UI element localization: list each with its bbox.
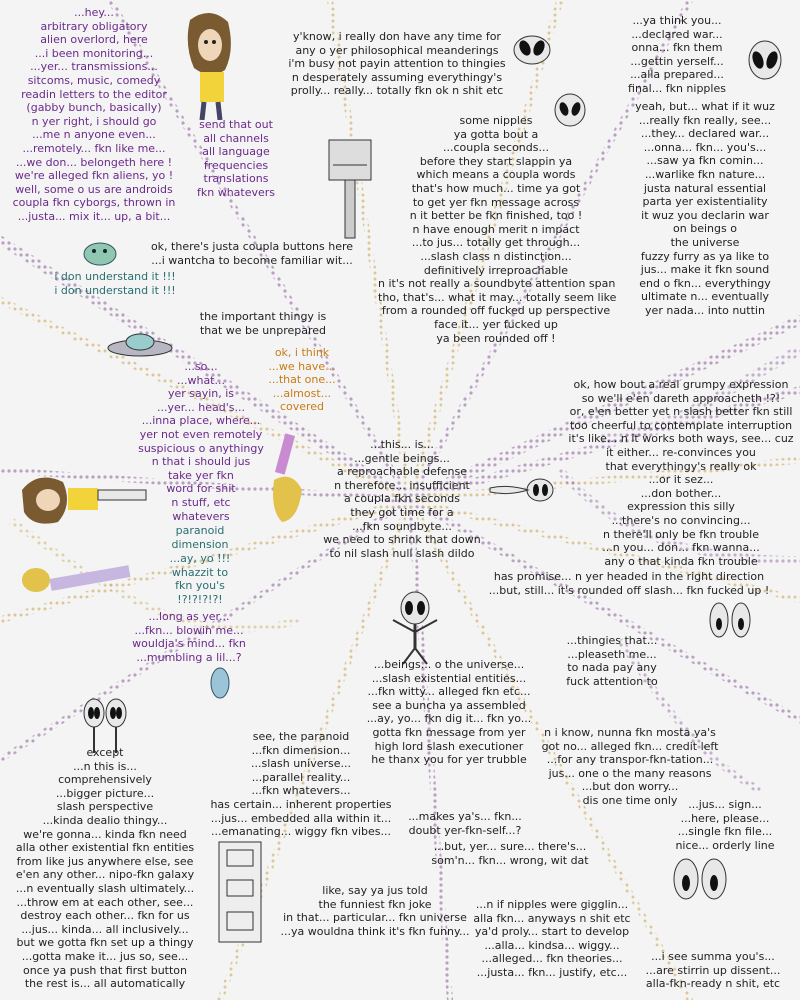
- text-line: the funniest fkn joke: [318, 897, 432, 911]
- text-line: to nil slash null slash dildo: [329, 546, 475, 560]
- text-block-thingies: [556, 634, 668, 688]
- text-line: i don understand it !!!: [54, 283, 176, 297]
- text-line: ...fkn dimension...: [251, 743, 351, 757]
- text-line: i don understand it !!!: [54, 270, 176, 283]
- text-line: ...warlike fkn nature...: [644, 167, 766, 181]
- text-line: they got time for a: [350, 505, 454, 519]
- text-line: fkn whatevers: [196, 185, 276, 199]
- text-line: ...really fkn really, see...: [638, 113, 772, 127]
- text-line: ...justa... fkn... justify, etc...: [476, 965, 628, 979]
- text-line: ...but, yer... sure... there's...: [433, 840, 587, 853]
- text-line: in that... particular... fkn universe: [283, 911, 467, 925]
- text-line: ...bigger picture...: [55, 786, 155, 800]
- text-line: onna... fkn them: [631, 41, 723, 55]
- text-line: alla-fkn-ready n shit, etc: [645, 977, 781, 991]
- text-line: alla fkn... anyways n shit etc: [473, 911, 631, 925]
- text-line: ...makes ya's... fkn...: [408, 810, 522, 823]
- text-line: ...jus... kinda... all inclusively...: [21, 922, 189, 936]
- text-line: expression this silly: [627, 500, 735, 514]
- text-line: high lord slash executioner: [374, 739, 524, 753]
- text-line: ...justa... mix it... up, a bit...: [17, 209, 171, 223]
- text-line: ...to jus... totally get through...: [411, 236, 581, 250]
- text-line: jus... one o the many reasons: [548, 766, 712, 780]
- text-line: comprehensively: [58, 773, 152, 787]
- text-line: has certain... inherent properties: [210, 797, 392, 811]
- text-block-understand: [50, 270, 180, 297]
- text-line: ...ay, yo... fkn dig it... fkn yo...: [366, 712, 532, 726]
- text-line: translations: [203, 172, 269, 186]
- text-line: ...mumbling a lil...?: [136, 650, 242, 664]
- text-line: ...here, please...: [680, 811, 770, 825]
- text-line: ...i been monitoring...: [34, 46, 154, 60]
- text-line: n stuff, etc: [171, 495, 231, 509]
- text-line: readin letters to the editor: [21, 87, 167, 101]
- text-line: ...or it sez...: [648, 473, 714, 487]
- text-line: ...thingies that...: [566, 634, 658, 647]
- text-block-intro: [4, 6, 184, 224]
- text-line: ...hey...: [74, 6, 114, 19]
- text-block-gigglin: [462, 898, 642, 980]
- text-line: gotta fkn message from yer: [372, 725, 526, 739]
- text-line: parta yer existentiality: [642, 195, 768, 209]
- text-line: yeah, but... what if it wuz: [635, 100, 775, 113]
- text-line: fuzzy furry as ya like to: [640, 249, 770, 263]
- text-line: too cheerful to contemplate interruption: [569, 418, 793, 432]
- text-line: ...ya wouldna think it's fkn funny...: [280, 924, 470, 938]
- text-line: ...gotta make it... jus so, see...: [21, 949, 189, 963]
- text-line: ...what...: [176, 373, 225, 387]
- text-line: see, the paranoid: [252, 730, 350, 743]
- text-line: from like jus anywhere else, see: [16, 854, 194, 868]
- text-line: ...ya think you...: [632, 14, 722, 27]
- text-line: ...n you... don... fkn wanna...: [602, 541, 760, 555]
- text-line: we need to shrink that down: [323, 533, 481, 547]
- text-line: ...alla... kindsa... wiggy...: [484, 938, 620, 952]
- text-line: doubt yer-fkn-self...?: [408, 823, 522, 837]
- text-line: ...yer... head's...: [157, 400, 245, 414]
- text-line: ...inna place, where...: [141, 414, 261, 428]
- text-line: any o yer philosophical meanderings: [295, 43, 499, 57]
- text-line: ok, i think: [274, 346, 330, 359]
- alien-head-icon: [745, 40, 785, 90]
- text-line: dimension: [171, 537, 229, 551]
- text-block-promise: [484, 570, 774, 597]
- text-line: all channels: [203, 131, 269, 145]
- text-line: n therefore... insufficient: [334, 478, 470, 492]
- text-line: ya'd proly... start to develop: [474, 925, 630, 939]
- text-line: paranoid: [175, 524, 225, 537]
- text-line: ya gotta bout a: [453, 127, 539, 141]
- text-line: covered: [279, 400, 325, 414]
- text-line: ...but, still... it's rounded off slash... fkn fucked up !: [488, 583, 770, 597]
- text-line: ...fkn whatevers...: [251, 784, 351, 798]
- text-line: n it's not really a soundbyte attention span: [378, 277, 616, 291]
- cartoon-man-icon: [262, 430, 312, 530]
- text-line: ...n this is...: [73, 759, 137, 773]
- text-line: the important thingy is: [199, 310, 327, 323]
- text-line: n desperately assuming everythingy's: [291, 70, 503, 84]
- text-line: nice... orderly line: [675, 838, 775, 852]
- text-line: ultimate n... eventually: [640, 290, 770, 304]
- text-line: that we be unprepared: [199, 323, 327, 337]
- text-line: ...yer... transmissions...: [30, 60, 158, 74]
- text-line: a coupla fkn seconds: [344, 492, 460, 506]
- text-line: ya been rounded off !: [436, 331, 556, 345]
- text-block-mumbling: [124, 610, 254, 664]
- text-line: to get yer fkn message across: [412, 195, 580, 209]
- text-line: ok, there's justa coupla buttons here: [150, 240, 354, 253]
- text-line: n yer right, i should go: [31, 114, 157, 128]
- text-line: alla other existential fkn entities: [15, 841, 195, 855]
- text-block-gentle-beings: [314, 438, 490, 560]
- text-line: frequencies: [203, 158, 269, 172]
- text-line: on beings o: [673, 222, 737, 236]
- text-line: (gabby bunch, basically): [26, 101, 162, 115]
- text-line: yer not even remotely: [139, 427, 263, 441]
- text-line: ...remotely... fkn like me...: [22, 141, 166, 155]
- text-line: ...n if nipples were gigglin...: [475, 898, 629, 911]
- text-line: ...fkn soundbyte...: [352, 519, 452, 533]
- text-line: that's how much... time ya got: [411, 181, 581, 195]
- text-block-send: [186, 118, 286, 200]
- text-line: ...slash existential entities...: [371, 671, 527, 685]
- text-line: ...fkn witty... alleged fkn etc...: [367, 685, 531, 699]
- text-line: ...i wantcha to become familiar wit...: [151, 253, 353, 267]
- text-line: y'know, i really don have any time for: [293, 30, 501, 43]
- text-line: wouldja's mind... fkn: [132, 637, 246, 651]
- text-line: or, e'en better yet n slash better fkn still: [569, 405, 793, 419]
- text-line: arbitrary obligatory: [40, 19, 148, 33]
- text-line: send that out: [199, 118, 273, 131]
- text-line: ...alleged... fkn theories...: [481, 952, 623, 966]
- text-line: it wuz you declarin war: [641, 208, 769, 222]
- text-line: ...saw ya fkn comin...: [646, 154, 764, 168]
- text-line: he thanx you for yer trubble: [371, 753, 527, 767]
- text-line: ...we don... belongeth here !: [15, 155, 173, 169]
- text-line: some nipples: [459, 114, 533, 127]
- alien-head-icon: [510, 28, 554, 72]
- text-line: yer nada... into nuttin: [645, 303, 765, 317]
- alien-figure-icon: [385, 590, 445, 665]
- text-block-whazzit: [155, 552, 245, 606]
- text-line: the universe: [670, 235, 740, 249]
- text-line: except: [86, 746, 124, 759]
- text-line: like, say ya jus told: [322, 884, 428, 897]
- text-block-buttons: [142, 240, 362, 267]
- text-line: has promise... n yer headed in the right direction: [493, 570, 765, 583]
- text-line: ...slash universe...: [250, 757, 351, 771]
- text-line: ...pleaseth me...: [567, 647, 657, 661]
- text-line: ...almost...: [272, 386, 332, 400]
- text-line: ...this... is...: [370, 438, 434, 451]
- text-line: tho, that's... what it may... totally seem like: [378, 290, 617, 304]
- text-block-dissent: [638, 950, 788, 991]
- text-line: ...are stirrin up dissent...: [645, 963, 781, 977]
- text-line: final... fkn nipples: [628, 81, 726, 95]
- text-line: alien overlord, here: [40, 33, 148, 47]
- ufo-icon: [105, 330, 175, 360]
- green-alien-icon: [205, 665, 235, 705]
- text-line: n that i should jus: [151, 455, 251, 469]
- text-line: it either... re-convinces you: [606, 445, 756, 459]
- text-line: ...slash class n distinction...: [420, 249, 572, 263]
- text-line: to nada pay any: [567, 661, 657, 675]
- text-line: all language: [202, 145, 270, 159]
- cartoon-man-icon: [18, 470, 148, 530]
- text-line: a reproachable defense: [337, 465, 467, 479]
- text-block-joke: [280, 884, 470, 938]
- text-line: ...gettin yerself...: [630, 54, 724, 68]
- text-line: but we gotta fkn set up a thingy: [16, 936, 194, 950]
- text-block-what-if: [620, 100, 790, 318]
- text-line: take yer fkn: [168, 468, 234, 482]
- text-line: the rest is... all automatically: [24, 977, 186, 991]
- text-line: ...n eventually slash ultimately...: [15, 881, 195, 895]
- text-line: n it better be fkn finished, too !: [409, 209, 583, 223]
- totem-icon: [215, 840, 265, 945]
- text-line: any o that kinda fkn trouble: [604, 554, 758, 568]
- text-line: ...me n anyone even...: [32, 128, 156, 142]
- totem-icon: [325, 130, 375, 240]
- text-line: we're gonna... kinda fkn need: [23, 827, 187, 841]
- text-line: got no... alleged fkn... credit left: [541, 739, 719, 753]
- text-line: e'en any other... nipo-fkn galaxy: [15, 868, 195, 882]
- text-line: it's like... n it works both ways, see... cuz: [568, 432, 794, 446]
- cartoon-man-icon: [16, 550, 176, 600]
- text-line: ...declared war...: [631, 27, 723, 41]
- text-line: end o fkn... everythingy: [639, 276, 771, 290]
- text-line: before they start slappin ya: [419, 154, 573, 168]
- text-line: yer sayin, is: [167, 387, 235, 401]
- cartoon-man-icon: [180, 10, 240, 120]
- text-line: ...fkn... blowin me...: [134, 623, 244, 637]
- text-line: ...emanating... wiggy fkn vibes...: [210, 825, 391, 839]
- text-block-doubt: [400, 810, 530, 837]
- text-line: ...there's no convincing...: [611, 513, 751, 527]
- text-block-nipples: [378, 114, 617, 345]
- text-line: ...jus... sign...: [688, 798, 762, 811]
- text-line: i'm busy not payin attention to thingies: [288, 57, 506, 71]
- alien-figure-icon: [488, 470, 558, 510]
- text-line: which means a coupla words: [416, 168, 576, 182]
- text-line: ...single fkn file...: [677, 825, 773, 839]
- text-line: ...long as yer...: [148, 610, 230, 623]
- text-line: that everythingy's really ok: [605, 459, 757, 473]
- text-line: n there'll only be fkn trouble: [602, 527, 760, 541]
- text-line: see a buncha ya assembled: [372, 698, 526, 712]
- text-line: ...we have...: [268, 359, 336, 373]
- text-line: destroy each other... fkn for us: [20, 909, 190, 923]
- text-block-bigger-picture: [8, 746, 202, 991]
- text-line: ...they... declared war...: [640, 127, 770, 141]
- text-line: ...throw em at each other, see...: [16, 895, 194, 909]
- text-line: n have enough merit n impact: [412, 222, 580, 236]
- text-line: word for shit: [166, 482, 236, 496]
- text-line: suspicious o anythingy: [138, 441, 264, 455]
- text-line: well, some o us are androids: [15, 182, 173, 196]
- alien-figure-icon: [670, 855, 730, 905]
- text-line: ...beings... o the universe...: [373, 658, 525, 671]
- text-line: ...alla prepared...: [630, 68, 724, 82]
- text-block-paranoid: [160, 524, 240, 551]
- text-line: face it... yer fucked up: [434, 317, 558, 331]
- text-line: ...parallel reality...: [251, 770, 351, 784]
- text-line: ...but don worry...: [581, 780, 679, 794]
- text-line: fuck attention to: [566, 674, 658, 688]
- text-line: so we'll e'en dareth approacheth !?!: [581, 391, 781, 405]
- text-line: ...onna... fkn... you's...: [643, 140, 767, 154]
- text-block-declared-war: [612, 14, 742, 96]
- text-line: once ya push that first button: [22, 963, 188, 977]
- text-line: n i know, nunna fkn mosta ya's: [544, 726, 716, 739]
- text-line: whazzit to: [171, 565, 229, 579]
- text-line: ok, how bout a real grumpy expression: [573, 378, 789, 391]
- text-block-wrong: [420, 840, 600, 867]
- text-line: som'n... fkn... wrong, wit dat: [431, 853, 589, 867]
- text-line: sitcoms, music, comedy: [27, 73, 161, 87]
- text-line: !?!?!?!?!: [177, 592, 223, 606]
- text-line: jus... make it fkn sound: [640, 263, 770, 277]
- text-block-unprepared: [188, 310, 338, 337]
- text-line: justa natural essential: [643, 181, 767, 195]
- text-line: ...that one...: [268, 373, 336, 387]
- alien-figure-icon: [705, 600, 755, 644]
- text-block-credit-left: [530, 726, 730, 808]
- text-line: ...kinda dealio thingy...: [42, 813, 168, 827]
- text-line: whatevers: [172, 509, 230, 523]
- text-block-sign: [670, 798, 780, 852]
- text-block-no-time: [282, 30, 512, 98]
- text-line: ...coupla seconds...: [443, 141, 549, 155]
- text-line: we're alleged fkn aliens, yo !: [14, 169, 174, 183]
- text-block-paranoid-dimension: [206, 730, 396, 839]
- text-line: ...so...: [184, 360, 218, 373]
- green-alien-icon: [78, 236, 124, 270]
- text-block-covered: [262, 346, 342, 414]
- text-line: coupla fkn cyborgs, thrown in: [12, 196, 176, 210]
- text-line: slash perspective: [56, 800, 154, 814]
- text-line: from a rounded off fucked up perspective: [381, 304, 611, 318]
- text-line: ...jus... embedded alla within it...: [210, 811, 392, 825]
- text-line: ...don bother...: [640, 486, 722, 500]
- text-block-so: [136, 360, 266, 523]
- text-line: dis one time only: [582, 793, 678, 807]
- text-line: ...gentle beings...: [354, 451, 450, 465]
- text-line: ...ay, yo !!!: [169, 552, 231, 565]
- text-line: definitively irreproachable: [423, 263, 569, 277]
- text-block-grumpy: [564, 378, 798, 568]
- text-line: ...for any transpor-fkn-tation...: [546, 753, 714, 767]
- text-line: prolly... really... totally fkn ok n shit etc: [290, 84, 504, 98]
- text-line: ...i see summa you's...: [651, 950, 775, 963]
- text-line: fkn you's: [175, 579, 225, 593]
